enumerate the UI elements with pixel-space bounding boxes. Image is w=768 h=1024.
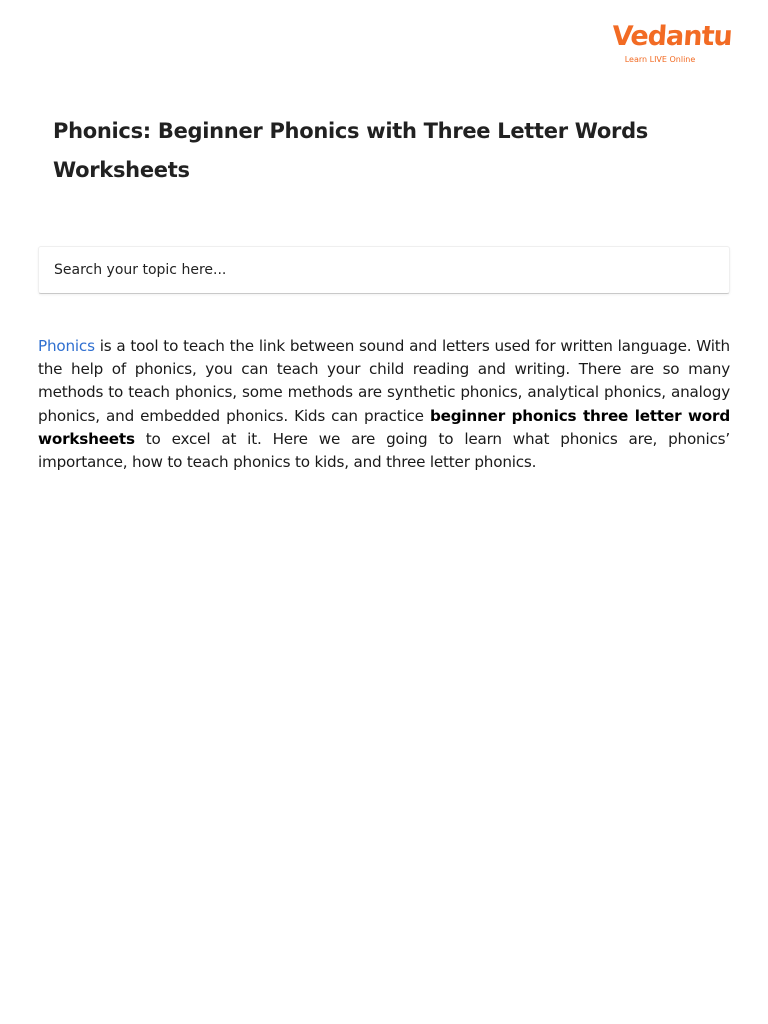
page-title: Phonics: Beginner Phonics with Three Letter Words Worksheets <box>53 119 649 182</box>
intro-paragraph <box>38 335 730 474</box>
phonics-link[interactable]: Phonics <box>38 337 95 355</box>
vedantu-logo[interactable] <box>610 20 733 72</box>
search-input[interactable] <box>39 247 729 293</box>
search-box[interactable] <box>38 246 730 294</box>
logo-wordmark: Vedantu <box>610 21 733 52</box>
intro-bold-text: beginner phonics three letter word worksheets <box>38 406 730 448</box>
intro-text-part-1: is a tool to teach the link between sound and letters used for written language. With the help of phonics, you can teach your child reading and writing. There are so many methods to teach phonics, some methods are synthetic phonics, analytical phonics, analogy phonics, and embedded phonics. Kids can practice <box>38 337 730 425</box>
intro-text-part-2: to excel at it. Here we are going to learn what phonics are, phonics’ importance, how to teach phonics to kids, and three letter phonics. <box>38 429 730 472</box>
logo-tagline: Learn LIVE Online <box>624 55 696 64</box>
